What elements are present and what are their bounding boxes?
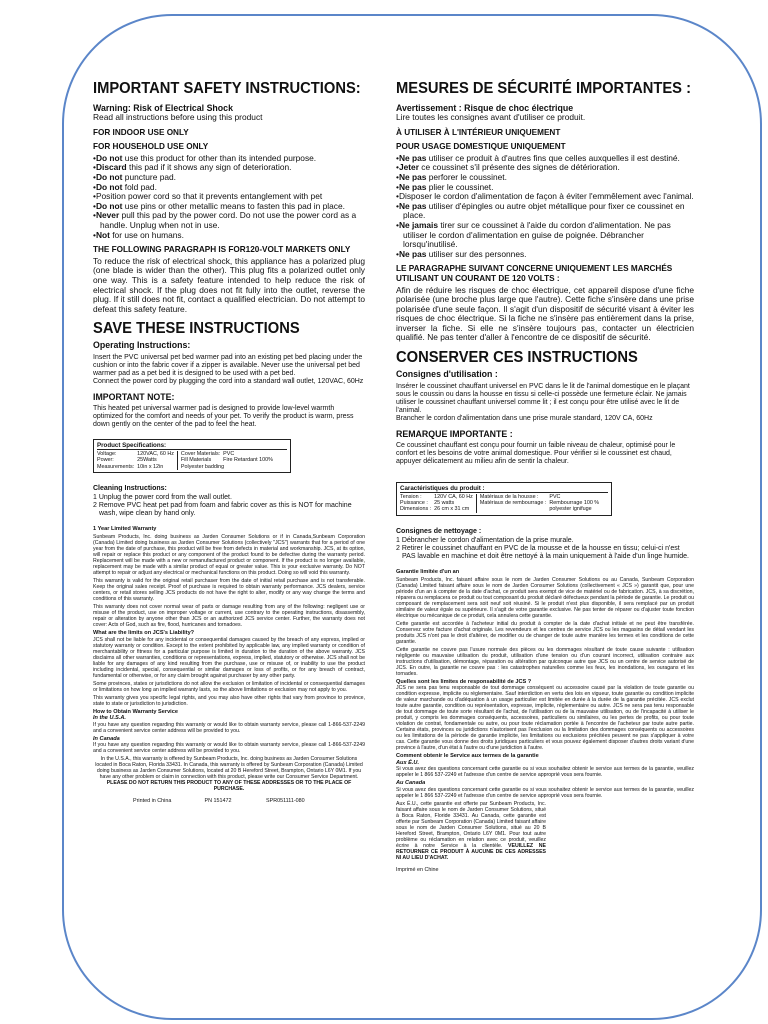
spec-box (93, 439, 291, 473)
list-item: • Never pull this pad by the power cord. Do not use the power cord as a handle. Unplug when not in use. (93, 211, 365, 230)
household-use: FOR HOUSEHOLD USE ONLY (93, 142, 209, 152)
spec-box-fr (396, 482, 612, 516)
warranty-text: This warranty does not cover normal wear of parts or damage resulting from any of the following: negligent use or misuse of the product, use on improper voltage or current, use contrary to the operating instructions, disassembly, repair or alteration by anyone other than JCS or an authorized JCS service center. Further, the warranty does not cover: Acts of God, such as fire, flood, hurricanes and tornadoes. (93, 604, 365, 629)
warranty-heading: 1 Year Limited Warranty (93, 525, 157, 532)
print-footer (93, 798, 365, 804)
warranty-region: Au Canada (396, 780, 426, 787)
cleaning-step-2: 2 Remove PVC heat pet pad from foam and fabric cover as this is NOT for machine wash, wipe clean by hand only. (93, 501, 352, 517)
cleaning-heading-fr: Consignes de nettoyage : (396, 527, 482, 535)
polarized-heading-fr: LE PARAGRAPHE SUIVANT CONCERNE UNIQUEMENT LES MARCHÉS UTILISANT UN COURANT DE 120 VOLTS : (396, 264, 673, 283)
spec-label: Dimensions : (400, 506, 432, 513)
warranty-text: JCS ne sera pas tenu responsable de tout dommage conséquent ou accessoire causé par la violation de toute garantie ou condition expresse, implicite ou réglementaire. Sauf interdiction en vertu des lois en vigueur, toute garantie ou condition implicite de valeur marchande ou d'adéquation à un usage particulier est limitée en durée à la durée de la garantie précitée. JCS exclut toute autre garantie, condition ou représentation, expresse, implicite, réglementaire ou autre. JCS ne sera pas tenu responsable de tout dommage de toute sorte résultant de l'achat, de l'utilisation ou de la mauvaise utilisation, ou de l'incapacité à utiliser le produit, y compris les dommages conséquents, accessoires, particuliers ou similaires, ou les pertes de profits, ou pour toute violation de contrat, fondamentale ou autre, ou pour toute réclamation portée à l'encontre de l'acheteur par toute autre partie. Certains états, provinces ou juridictions n'autorisent pas l'exclusion ou la limitation des dommages conséquents ou accessoires ou les limitations de la période de garantie implicite, les limitations ou exclusions précitées peuvent ne pas s'appliquer à votre cas. Cette garantie vous donne des droits juridiques particuliers et vous pouvez également disposer d'autres droits variant d'une province à l'autre, d'un état à l'autre ou d'une juridiction à l'autre. (396, 685, 694, 752)
warranty-text: This warranty is valid for the original retail purchaser from the date of initial retail purchase and is not transferable. Keep the original sales receipt. Proof of purchase is required to obtain warranty performance. JCS dealers, service centers, or retail stores selling JCS products do not have the right to alter, modify or any way change the terms and conditions of this warranty. (93, 578, 365, 603)
spec-value: 10in x 12in (137, 463, 164, 470)
spec-label: Cover Materials: (177, 451, 223, 457)
indoor-use: FOR INDOOR USE ONLY (93, 127, 189, 137)
warranty-text: If you have any question regarding this warranty or would like to obtain warranty service, please call 1-866-537-2249 and a convenient service center address will be provided to you. (93, 721, 365, 734)
list-item: • Ne pas plier le coussinet. (396, 183, 694, 193)
operating-text-fr: Insérer le coussinet chauffant universel en PVC dans le lit de l'animal domestique en le plaçant sous le coussin ou dans la housse en tissu si celle-ci possède une fermeture éclair. Ne jamais utiliser le coussinet chauffant universel comme lit ; il est conçu pour être utilisé avec le lit de l'animal. (396, 383, 690, 415)
warranty-region: Aux É.U. (396, 759, 420, 766)
household-use-fr: POUR USAGE DOMESTIQUE UNIQUEMENT (396, 142, 566, 152)
save-title: SAVE THESE INSTRUCTIONS (93, 320, 300, 338)
spec-title-fr: Caractéristiques du produit : (400, 485, 608, 493)
read-instructions-fr: Lire toutes les consignes avant d'utiliser ce produit. (396, 112, 586, 122)
list-item: • Position power cord so that it prevents entanglement with pet (93, 192, 365, 202)
list-item: • Ne pas utiliser d'épingles ou autre objet métallique pour fixer ce coussinet en place. (396, 202, 694, 221)
warranty-text: In the U.S.A., this warranty is offered by Sunbeam Products, Inc. doing business as Jarden Consumer Solutions located in Boca Raton, Florida 33431. In Canada, this warranty is offered by Sunbeam Corporation (Canada) Limited doing business as Jarden Consumer Solutions, located at 20 B Hereford Street, Brampton, Ontario L6Y 0M1. If you have any other problem or claim in connection with this product, please write our Consumer Service Department. PLEASE DO NOT RETURN THIS PRODUCT TO ANY OF THESE ADDRESSES OR TO THE PLACE OF PURCHASE. (95, 755, 363, 792)
warranty-text: Si vous avez des questions concernant cette garantie ou si vous souhaitez obtenir le service aux termes de la garantie, veuillez appeler le 1 866 537-2249 et l'adresse d'un centre de service approprié vous sera fournie. (396, 766, 694, 779)
list-item: • Do not use pins or other metallic means to fasten this pad in place. (93, 202, 365, 212)
spec-value: PVC (549, 494, 561, 501)
note-heading-fr: REMARQUE IMPORTANTE : (396, 429, 513, 440)
indoor-use-fr: À UTILISER À L'INTÉRIEUR UNIQUEMENT (396, 127, 561, 137)
print-footer-fr: Imprimé en Chine (396, 866, 439, 873)
french-column (396, 80, 694, 873)
printed-in: Printed in China (133, 797, 172, 804)
spec-value: 25Watts (137, 457, 157, 464)
spec-value: Polyester badding (177, 464, 276, 470)
save-title-fr: CONSERVER CES INSTRUCTIONS (396, 349, 638, 367)
spec-label: Puissance : (400, 500, 428, 507)
safety-bullets-fr (396, 154, 694, 260)
polarized-text-fr: Afin de réduire les risques de choc électrique, cet appareil dispose d'une fiche polarisée (une broche plus large que l'autre). Cette fiche s'insère dans une prise polarisée d'une seule façon. Il s'agit d'un dispositif de sécurité visant à éviter les risques de choc électrique. Si la fiche ne s'insère pas entièrement dans la prise, inverser la fiche. Si elle ne s'insère toujours pas, contacter un électricien qualifié. Ne pas tenter d'aller à l'encontre de ce dispositif de sécurité. (396, 284, 694, 343)
warranty-subheading: Quelles sont les limites de responsabilité de JCS ? (396, 679, 532, 686)
cleaning-step-1-fr: 1 Débrancher le cordon d'alimentation de la prise murale. (396, 536, 574, 544)
warning-heading: Warning: Risk of Electrical Shock (93, 103, 233, 113)
polarized-text: To reduce the risk of electrical shock, this appliance has a polarized plug (one blade is wider than the other). This plug fits a polarized outlet only one way. This is a safety feature intended to help reduce the risk of electrical shock. If the plug does not fit fully into the outlet, reverse the plug. If it still does not fit, contact a qualified electrician. Do not attempt to defeat this safety feature. (93, 255, 365, 314)
spr-number: SPR051111-080 (266, 797, 305, 804)
spec-value: 120VAC, 60 Hz (137, 451, 174, 458)
safety-bullets (93, 154, 365, 240)
operating-text-2: Connect the power cord by plugging the cord into a standard wall outlet, 120VAC, 60Hz (93, 378, 364, 386)
list-item: • Jeter ce coussinet s'il présente des signes de détérioration. (396, 163, 694, 173)
operating-text-2-fr: Brancher le cordon d'alimentation dans une prise murale standard, 120V CA, 60Hz (396, 415, 653, 423)
warranty-text: If you have any question regarding this warranty or would like to obtain warranty service, please call 1-866-537-2249 and a convenient service center address will be provided to you. (93, 741, 365, 754)
read-instructions: Read all instructions before using this product (93, 112, 263, 122)
warranty-text: JCS shall not be liable for any incidental or consequential damages caused by the breach of any express, implied or statutory warranty or condition. Except to the extent prohibited by applicable law, any implied warranty or condition of merchantability or fitness for a particular purpose is limited in duration to the duration of the above warranty. JCS disclaims all other warranties, conditions or representations, express, implied, statutory or otherwise. JCS shall not be liable for any damages of any kind resulting from the purchase, use or misuse of, or inability to use the product including incidental, special, consequential or similar damages or loss of profits, or for any breach of contract, fundamental or otherwise, or for any claim brought against purchaser by any other party. (93, 636, 365, 679)
note-text: This heated pet universal warmer pad is designed to provide low-level warmth optimized for the comfort and needs of your pet. To verify the product is warm, press down gently on the center of the pad to feel the heat. (93, 405, 354, 429)
note-heading: IMPORTANT NOTE: (93, 392, 175, 403)
spec-label: Voltage: (97, 451, 117, 458)
warranty-text: Sunbeam Products, Inc. faisant affaire sous le nom de Jarden Consumer Solutions ou au Canada, Sunbeam Corporation (Canada) Limited faisant affaire sous le nom de Jarden Consumer Solutions (collectivement « JCS ») garantit que, pour une période d'un an à compter de la date d'achat, ce produit sera exempt de vice de matériel ou de fabrication. JCS, à sa discrétion, réparera ou remplacera ce produit ou tout composant du produit déclaré défectueux pendant la période de garantie. Le produit ou composant de remplacement sera soit neuf soit réusiné. Si le produit n'est plus disponible, il sera remplacé par un produit similaire de valeur égale ou supérieure. Il s'agit de votre garantie exclusive. Ne pas tenter de réparer ou d'ajuster toute fonction électrique ou mécanique de ce produit, cela annulera cette garantie. (396, 577, 694, 620)
list-item: • Ne pas utiliser ce produit à d'autres fins que celles auxquelles il est destiné. (396, 154, 694, 164)
list-item: • Discard this pad if it shows any sign of deterioration. (93, 163, 365, 173)
operating-text: Insert the PVC universal pet bed warmer pad into an existing pet bed placing under the cushion or into the fabric cover if a zipper is available. Never use the universal pet bed warmer pad as a pet bed it is designed to be used with a pet bed. (93, 354, 363, 378)
warranty-subheading: How to Obtain Warranty Service (93, 708, 178, 715)
spec-value: Fire Retardant 100% (223, 457, 273, 464)
warranty-text: Si vous avez des questions concernant cette garantie ou si vous souhaitez obtenir le service aux termes de la garantie, veuillez appeler le 1 866 537-2249 et l'adresse d'un centre de service approprié vous sera fournie. (396, 786, 694, 799)
safety-title-fr: MESURES DE SÉCURITÉ IMPORTANTES : (396, 80, 691, 97)
spec-value: 26 cm x 31 cm (434, 506, 470, 513)
list-item: • Ne jamais tirer sur ce coussinet à l'aide du cordon d'alimentation. Ne pas utiliser le cordon d'alimentation en guise de poignée. Débrancher lorsqu'inutilisé. (396, 221, 694, 250)
warranty-text: This warranty gives you specific legal rights, and you may also have other rights that vary from province to province, state to state or jurisdiction to jurisdiction. (93, 694, 365, 707)
spec-value: Rembourrage 100 % (549, 500, 600, 507)
warranty-text: Cette garantie ne couvre pas l'usure normale des pièces ou les dommages résultant de toute cause suivante : utilisation négligente ou mauvaise utilisation du produit, utilisation d'une tension ou d'un courant incorrect, utilisation contraire aux instructions d'utilisation, démontage, réparation ou altération par quiconque autre que JCS ou un centre de service autorisé de JCS. En outre, la garantie ne couvre pas : les catastrophes naturelles comme les feux, les inondations, les ouragans et les tornades. (396, 647, 694, 678)
note-text-fr: Ce coussinet chauffant est conçu pour fournir un faible niveau de chaleur, optimisé pour le confort et les besoins de votre animal domestique. Pour vérifier si le coussinet est chaud, appuyer délicatement au milieu afin de sentir la chaleur. (396, 442, 676, 466)
english-column (93, 80, 365, 804)
warranty-region: In the U.S.A. (93, 715, 126, 722)
spec-table-fr (400, 494, 602, 513)
spec-label: Fill Materials (177, 457, 223, 463)
spec-value: 120V CA, 60 Hz (434, 494, 473, 501)
warranty-text: Some provinces, states or jurisdictions do not allow the exclusion or limitation of incidental or consequential damages or limitations on how long an implied warranty lasts, so the above limitations or exclusion may not apply to you. (93, 680, 365, 693)
cleaning-step-2-fr: 2 Retirer le coussinet chauffant en PVC de la mousse et de la housse en tissu; celui-ci n'est PAS lavable en machine et doit être nettoyé à la main uniquement à l'aide d'un linge humide. (396, 544, 690, 560)
warranty-subheading: What are the limits on JCS's Liability? (93, 630, 195, 637)
spec-label: Matériaux de la housse : (476, 494, 549, 500)
operating-heading-fr: Consignes d'utilisation : (396, 369, 498, 380)
spec-label: Power: (97, 457, 114, 464)
warranty-text: Aux É.U., cette garantie est offerte par Sunbeam Products, Inc. faisant affaire sous le nom de Jarden Consumer Solutions, situé à Boca Raton, Floride 33431. Au Canada, cette garantie est offerte par Sunbeam Corporation (Canada) Limited faisant affaire sous le nom de Jarden Consumer Solutions, situé au 20 B Hereford Street, Brampton, Ontario L6Y 0M1. Pour tout autre problème ou réclamation en relation avec ce produit, veuillez écrire à notre Service à la clientèle. VEUILLEZ NE RETOURNER CE PRODUIT À AUCUNE DE CES ADRESSES NI AU LIEU D'ACHAT. (396, 800, 546, 861)
list-item: • Disposer le cordon d'alimentation de façon à éviter l'emmêlement avec l'animal. (396, 192, 694, 202)
spec-value: 25 watts (434, 500, 455, 507)
list-item: • Do not fold pad. (93, 183, 365, 193)
spec-value: polyester ignifuge (549, 506, 592, 513)
list-item: • Do not use this product for other than its intended purpose. (93, 154, 365, 164)
warranty-subheading: Comment obtenir le Service aux termes de la garantie (396, 753, 539, 760)
list-item: • Ne pas utiliser sur des personnes. (396, 250, 694, 260)
spec-title: Product Specifications: (97, 442, 287, 450)
spec-table (97, 451, 276, 470)
list-item: • Do not puncture pad. (93, 173, 365, 183)
warning-heading-fr: Avertissement : Risque de choc électrique (396, 103, 574, 113)
spec-label: Measurements: (97, 463, 135, 470)
warranty-text: Sunbeam Products, Inc. doing business as Jarden Consumer Solutions or if in Canada,Sunbeam Corporation (Canada) Limited doing business as Jarden Consumer Solutions (collectively "JCS") warrants that for a period of one year from the date of purchase, this product will be free from defects in material and workmanship. JCS, at its option, will repair or replace this product or any component of the product found to be defective during the warranty period. Replacement will be made with a new or remanufactured product or component. If the product is no longer available, replacement may be made with a similar product of equal or greater value. This is your exclusive warranty. Do NOT attempt to repair or adjust any electrical or mechanical functions on this product. Doing so will void this warranty. (93, 534, 365, 577)
spec-value: PVC (223, 451, 235, 458)
list-item: • Not for use on humans. (93, 231, 365, 241)
spec-label: Matériaux de rembourrage : (476, 500, 549, 506)
cleaning-step-1: 1 Unplug the power cord from the wall outlet. (93, 493, 232, 501)
cleaning-heading: Cleaning Instructions: (93, 484, 167, 492)
safety-title: IMPORTANT SAFETY INSTRUCTIONS: (93, 80, 361, 97)
warranty-heading-fr: Garantie limitée d'un an (396, 568, 460, 575)
warranty-text: Cette garantie est accordée à l'acheteur initial du produit à compter de la date d'achat initiale et ne peut être transférée. Conservez votre facture d'achat originale. Les revendeurs et les centres de service JCS ou les magasins de détail vendant les produits JCS n'ont pas le droit d'altérer, de modifier ou de changer de toute autre manière les termes et les conditions de cette garantie. (396, 621, 694, 646)
polarized-heading: THE FOLLOWING PARAGRAPH IS FOR120-VOLT MARKETS ONLY (93, 245, 351, 255)
warranty-region: In Canada (93, 735, 120, 742)
operating-heading: Operating Instructions: (93, 340, 191, 351)
list-item: • Ne pas perforer le coussinet. (396, 173, 694, 183)
spec-label: Tension : (400, 494, 422, 501)
part-number: PN 151472 (204, 797, 232, 804)
